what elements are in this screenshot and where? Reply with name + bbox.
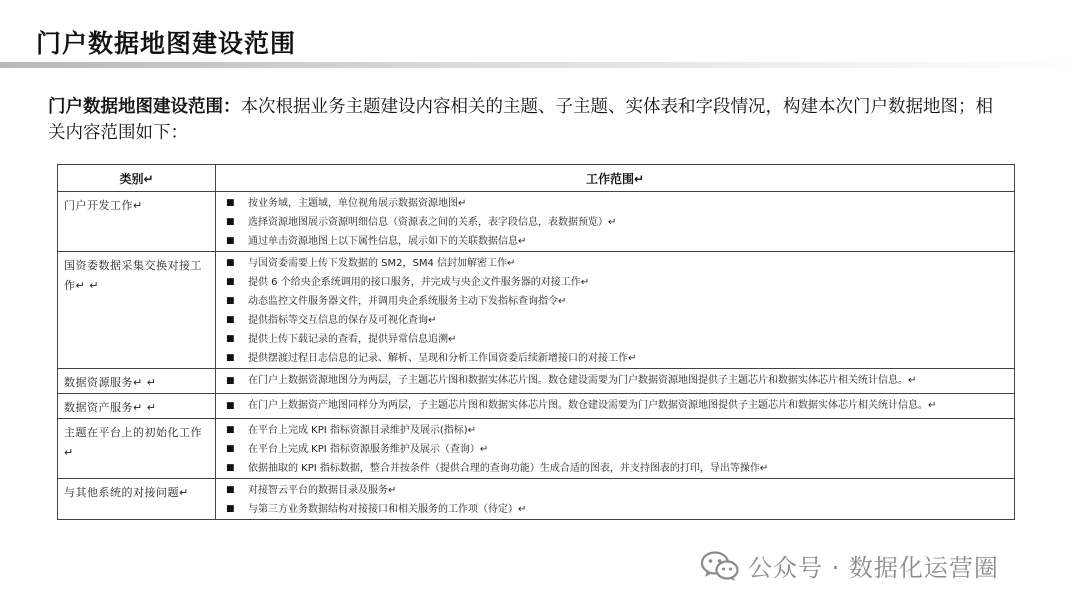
list-item-text: 在平台上完成 KPI 指标资源服务维护及展示（查询）↵ [248, 444, 489, 455]
list-item-text: 依据抽取的 KPI 指标数据，整合并按条件（提供合理的查询功能）生成合适的图表，并支持图表的打印，导出等操作↵ [248, 463, 769, 474]
table-row [58, 369, 1015, 394]
list-item [226, 500, 1010, 519]
row-category: 主题在平台上的初始化工作↵ [58, 419, 216, 479]
list-item [226, 194, 1010, 213]
row-category: 数据资源服务↵ ↵ [58, 369, 216, 394]
list-item [226, 213, 1010, 232]
square-bullet-icon: ■ [226, 198, 235, 208]
list-item [226, 481, 1010, 500]
square-bullet-icon: ■ [226, 258, 235, 268]
square-bullet-icon: ■ [226, 334, 235, 344]
list-item [226, 292, 1010, 311]
row-items [216, 192, 1015, 252]
watermark-text: 公众号 · 数据化运营圈 [748, 554, 999, 582]
list-item-text: 与国资委需要上传下发数据的 SM2，SM4 信封加解密工作↵ [248, 258, 516, 269]
list-item [226, 349, 1010, 368]
list-item-text: 对接智云平台的数据目录及服务↵ [248, 485, 397, 496]
header-category: 类别↵ [58, 165, 216, 192]
row-items [216, 479, 1015, 520]
row-category: 国资委数据采集交换对接工作↵ ↵ [58, 252, 216, 369]
row-category: 与其他系统的对接问题↵ [58, 479, 216, 520]
intro-lead: 门户数据地图建设范围： [48, 97, 241, 117]
square-bullet-icon: ■ [226, 485, 235, 495]
list-item [226, 273, 1010, 292]
list-item [226, 421, 1010, 440]
page-title: 门户数据地图建设范围 [36, 29, 297, 58]
list-item-text: 提供上传下载记录的查看，提供异常信息追溯↵ [248, 334, 457, 345]
table-body [58, 192, 1015, 520]
list-item-text: 与第三方业务数据结构对接接口和相关服务的工作项（待定）↵ [248, 504, 527, 515]
table-header-row [58, 165, 1015, 192]
list-item [226, 440, 1010, 459]
list-item-text: 提供摆渡过程日志信息的记录、解析、呈现和分析工作国资委后续新增接口的对接工作↵ [248, 353, 637, 364]
table-row [58, 419, 1015, 479]
square-bullet-icon: ■ [226, 504, 235, 514]
list-item-text: 动态监控文件服务器文件，并调用央企系统服务主动下发指标查询指令↵ [248, 296, 567, 307]
list-item [226, 459, 1010, 478]
list-item [226, 330, 1010, 349]
wechat-icon [700, 550, 740, 582]
list-item-text: 按业务域，主题域，单位视角展示数据资源地图↵ [248, 198, 467, 209]
square-bullet-icon: ■ [226, 401, 235, 411]
watermark [700, 548, 999, 583]
row-items [216, 419, 1015, 479]
list-item-text: 在平台上完成 KPI 指标资源目录维护及展示(指标)↵ [248, 425, 477, 436]
square-bullet-icon: ■ [226, 376, 235, 386]
square-bullet-icon: ■ [226, 353, 235, 363]
row-category: 数据资产服务↵ ↵ [58, 394, 216, 419]
square-bullet-icon: ■ [226, 315, 235, 325]
intro-body: 本次根据业务主题建设内容相关的主题、子主题、实体表和字段情况，构建本次门户数据地图；相关内容范围如下： [48, 97, 993, 143]
row-items [216, 369, 1015, 394]
list-item [226, 396, 1010, 416]
list-item [226, 232, 1010, 251]
row-items [216, 394, 1015, 419]
square-bullet-icon: ■ [226, 425, 235, 435]
list-item-text: 提供指标等交互信息的保存及可视化查询↵ [248, 315, 437, 326]
table-row [58, 394, 1015, 419]
list-item-text: 通过单击资源地图上以下属性信息，展示如下的关联数据信息↵ [248, 236, 527, 247]
list-item [226, 371, 1010, 391]
list-item-text: 选择资源地图展示资源明细信息（资源表之间的关系，表字段信息，表数据预览）↵ [248, 217, 617, 228]
square-bullet-icon: ■ [226, 296, 235, 306]
header-scope: 工作范围↵ [216, 165, 1015, 192]
intro-paragraph [48, 94, 1008, 146]
square-bullet-icon: ■ [226, 444, 235, 454]
title-bar [0, 0, 1080, 66]
square-bullet-icon: ■ [226, 277, 235, 287]
list-item-text: 在门户上数据资源地图分为两层，子主题芯片图和数据实体芯片图。数仓建设需要为门户数据资源地图提供子主题芯片和数据实体芯片相关统计信息。↵ [248, 375, 917, 386]
list-item [226, 311, 1010, 330]
table-row [58, 479, 1015, 520]
list-item-text: 在门户上数据资产地图同样分为两层，子主题芯片图和数据实体芯片图。数仓建设需要为门户数据资源地图提供子主题芯片和数据实体芯片相关统计信息。↵ [248, 400, 937, 411]
title-divider [0, 62, 1080, 68]
scope-table [57, 164, 1015, 520]
list-item-text: 提供 6 个给央企系统调用的接口服务，并完成与央企文件服务器的对接工作↵ [248, 277, 590, 288]
square-bullet-icon: ■ [226, 236, 235, 246]
table-row [58, 192, 1015, 252]
square-bullet-icon: ■ [226, 217, 235, 227]
row-category: 门户开发工作↵ [58, 192, 216, 252]
table-row [58, 252, 1015, 369]
row-items [216, 252, 1015, 369]
list-item [226, 254, 1010, 273]
square-bullet-icon: ■ [226, 463, 235, 473]
